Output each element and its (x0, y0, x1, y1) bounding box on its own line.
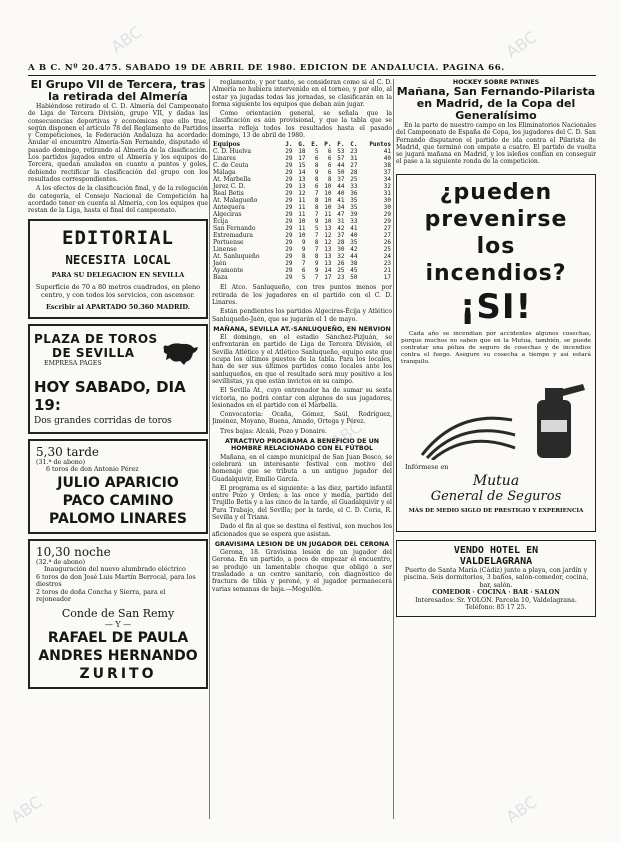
table-cell: 11 (298, 211, 306, 219)
article-paragraph: Dado el fin al que se destina el festival, son muchos los aficionados que se espera que asistan. (212, 523, 392, 538)
table-cell: Linense (213, 246, 237, 254)
table-cell: 9 (301, 246, 306, 254)
table-cell: Jerez C. D. (213, 183, 246, 191)
table-cell: 28 (337, 239, 345, 247)
table-cell: 6 (327, 148, 332, 156)
table-header-cell: Equipos (213, 141, 240, 149)
editorial-ad (28, 219, 208, 319)
table-cell: 13 (298, 176, 306, 184)
table-cell: 17 (383, 274, 391, 282)
article-paragraph: Gerona, 18. Gravísima lesión de un jugador del Gerona. En un partido, a poco de empezar el encuentro, se produjo un lamentable choque que obligó a ser trasladado a un centro sanitario, con diagnóstico de fractura de tibia y peroné, y el jugador permanecerá varias semanas de baja.—Mogollón. (212, 549, 392, 593)
table-cell: 29 (285, 260, 293, 268)
table-cell: Baza (213, 274, 228, 282)
table-cell: 40 (350, 232, 358, 240)
table-cell: 6 (327, 169, 332, 177)
table-cell: 27 (383, 225, 391, 233)
plaza-title: PLAZA DE TOROS (34, 332, 158, 347)
table-cell: 11 (298, 197, 306, 205)
table-row (212, 225, 392, 232)
table-row (212, 232, 392, 239)
table-cell: 50 (337, 169, 345, 177)
table-cell: 29 (285, 274, 293, 282)
corrida-time: 5,30 tarde (36, 444, 100, 459)
table-cell: 34 (337, 204, 345, 212)
table-cell: 37 (337, 176, 345, 184)
rejoneador-name: Conde de San Remy (61, 606, 175, 620)
table-body (212, 148, 392, 281)
table-cell: At. Sanluqueño (213, 253, 260, 261)
table-cell: 25 (337, 267, 345, 275)
torero-name: RAFAEL DE PAULA (47, 629, 189, 646)
plaza-empresa: EMPRESA PAGES (44, 360, 102, 368)
article-title: Mañana, San Fernando-Pilarista en Madrid, de la Copa del Generalísimo (396, 85, 596, 122)
table-cell: 5 (314, 148, 319, 156)
ad-company: Mutua (472, 472, 520, 489)
table-cell: 18 (298, 148, 306, 156)
table-cell: 34 (383, 176, 391, 184)
table-cell: 6 (301, 267, 306, 275)
table-cell: 10 (324, 204, 332, 212)
plaza-toros-ad (28, 324, 208, 434)
extinguisher-icon (519, 380, 589, 460)
table-cell: 8 (314, 162, 319, 170)
table-cell: 44 (337, 183, 345, 191)
table-cell: 41 (337, 197, 345, 205)
ad-text: Cada año se incendian por accidentes algunos cosechas, porque muchos no saben que en la Mutua, también, se puede contratar una póliza de seguro de cosechas y de incendios contra el fuego. Asegure su cosecha a tiempo y así estará tranquilo. (401, 330, 591, 365)
column-divider (393, 79, 394, 819)
article-paragraph: El Sevilla At., cuyo entrenador ha de sumar su sexta victoria, no podrá contar con algunos de sus jugadores, lesionados en el partido con el Marbella. (212, 387, 392, 409)
table-cell: 32 (383, 183, 391, 191)
table-cell: Algeciras (213, 211, 242, 219)
table-cell: 7 (314, 190, 319, 198)
table-cell: 29 (285, 204, 293, 212)
corrida-time: 10,30 noche (36, 544, 111, 559)
table-header-cell: F. (337, 141, 345, 149)
table-cell: 30 (383, 197, 391, 205)
hotel-title: VALDELAGRANA (459, 555, 533, 567)
table-row (212, 148, 392, 155)
table-row (212, 274, 392, 281)
torero-name: PACO CAMINO (62, 492, 174, 509)
hotel-contact: Interesados: Sr. YOLON. Parcela 10, Valdelagrana. Teléfono: 85 17 25. (415, 596, 577, 612)
table-row (212, 176, 392, 183)
table-cell: 8 (314, 239, 319, 247)
table-cell: 35 (350, 197, 358, 205)
article-paragraph: Como orientación general, se señala que la clasificación es aún provisional, y que la tabla que se inserta refleja todos los resultados hasta el pasado domingo, 13 de abril de 1980. (212, 110, 392, 140)
article-paragraph: El programa es el siguiente: a las diez, partido infantil entre Pozo y Orden; a las once y media, partido del Trujillo Betis y a las cinco de la tarde, el Guadalquivir y el Pura Trabajo, del Sevilla; por la tarde, el C. D. Coria, R. Sevilla y el Triana. (212, 484, 392, 521)
column-divider (209, 79, 210, 819)
article-paragraph: El Atco. Sanluqueño, con tres puntos menos por retirada de los jugadores en el partido con el C. D. Linares. (212, 284, 392, 306)
table-cell: 10 (324, 197, 332, 205)
table-row (212, 204, 392, 211)
table-cell: 12 (324, 232, 332, 240)
table-cell: 29 (285, 239, 293, 247)
section-title: ATRACTIVO PROGRAMA A BENEFICIO DE UN HOMBRE RELACIONADO CON EL FÚTBOL (224, 438, 379, 453)
column-2 (212, 79, 392, 819)
table-cell: 10 (324, 190, 332, 198)
torero-name: ANDRES HERNANDO (38, 647, 198, 664)
table-cell: 29 (285, 183, 293, 191)
article-paragraph: El domingo, en el estadio Sánchez-Pizjuán, se enfrentarán en partido de Liga de Tercera División, el Sevilla Atlético y el Atlético Sanluqueño, equipo este que ocupa los últimos puestos de la tabla. Para los locales, han de ser sus últimos partidos como locales ante los sanluqueños, en que el resultado será muy positivo a los sevillistas, ya que están invictos en su campo. (212, 334, 392, 385)
table-cell: 40 (337, 190, 345, 198)
watermark: ABC (327, 417, 366, 452)
hotel-ad (396, 540, 596, 617)
table-cell: 29 (383, 211, 391, 219)
hotel-desc: Puerto de Santa María (Cádiz) junto a playa, con jardín y piscina. Seis dormitorios, 3 baños, salón-comedor, cocina, bar, salón. (403, 566, 589, 589)
table-cell: 9 (314, 267, 319, 275)
table-cell: 29 (383, 218, 391, 226)
ad-headline: prevenirse (424, 206, 568, 232)
article-paragraph: reglamento, y por tanto, se consideran como si el C. D. Almería no hubiera intervenido en el torneo, y por ello, al estar ya jugadas todas las jornadas, se clasificarán en la forma siguiente los equipos que deban aún jugar. (212, 79, 392, 108)
torero-name: JULIO APARICIO (57, 474, 179, 491)
table-cell: 36 (350, 190, 358, 198)
table-cell: 44 (350, 253, 358, 261)
table-cell: 5 (314, 225, 319, 233)
table-cell: Ayamonte (213, 267, 244, 275)
table-cell: 27 (350, 162, 358, 170)
insurance-ad (396, 174, 596, 532)
table-cell: 6 (314, 183, 319, 191)
table-cell: 44 (337, 162, 345, 170)
table-cell: 14 (298, 169, 306, 177)
watermark: ABC (107, 22, 146, 57)
table-cell: 10 (298, 232, 306, 240)
table-cell: Portuense (213, 239, 244, 247)
plaza-today: HOY SABADO, DIA 19: (34, 377, 186, 414)
table-cell: Linares (213, 155, 236, 163)
table-cell: 42 (337, 225, 345, 233)
table-cell: 5 (301, 274, 306, 282)
article-paragraph: En la parte de nuestro campo en los Eliminatorios Nacionales del Campeonato de España de Copa, los jugadores del C. D. San Fernando disputaron el partido de ida contra el Pilarista de Madrid, que terminó con empate a cuatro. El partido de vuelta se jugará mañana en Madrid, y los isleños confían en conseguir el pase a la siguiente ronda de la competición. (396, 122, 596, 166)
table-row (212, 183, 392, 190)
table-cell: 14 (324, 267, 332, 275)
table-cell: 6 (314, 155, 319, 163)
table-cell: 8 (314, 197, 319, 205)
article-paragraph: A los efectos de la clasificación final, y de la relegación de categoría, el Consejo Nacional de Competición ha acordado tener en cuenta al Almería, con los equipos que restan de la Liga, hasta el final del campeonato. (28, 185, 208, 215)
watermark: ABC (502, 792, 541, 827)
table-cell: 29 (285, 267, 293, 275)
corrida-1 (28, 439, 208, 534)
table-cell: 57 (337, 155, 345, 163)
table-row (212, 162, 392, 169)
table-cell: 31 (337, 218, 345, 226)
ad-headline: incendios? (425, 260, 567, 286)
table-cell: 33 (350, 218, 358, 226)
bull-icon (160, 338, 200, 366)
table-cell: 29 (285, 232, 293, 240)
table-cell: 17 (324, 274, 332, 282)
corrida-event: Inauguración del nuevo alumbrado eléctrico (44, 566, 186, 574)
table-cell: 12 (324, 239, 332, 247)
table-row (212, 260, 392, 267)
table-cell: 31 (383, 190, 391, 198)
table-header-cell: C. (350, 141, 358, 149)
table-cell: 39 (350, 211, 358, 219)
table-cell: 27 (383, 232, 391, 240)
header-rule (28, 75, 596, 76)
table-cell: 30 (337, 246, 345, 254)
table-cell: 7 (314, 246, 319, 254)
watermark: ABC (7, 792, 46, 827)
table-cell: 29 (285, 162, 293, 170)
table-cell: 8 (314, 253, 319, 261)
table-cell: 8 (314, 176, 319, 184)
table-cell: 29 (285, 218, 293, 226)
table-cell: 7 (314, 232, 319, 240)
plaza-subtitle: Dos grandes corridas de toros (34, 415, 172, 426)
table-cell: 11 (298, 225, 306, 233)
table-cell: 8 (327, 176, 332, 184)
table-cell: 24 (383, 253, 391, 261)
corrida-footer: 6 toros de don José Luis Martín Berrocal, para los diestros (36, 573, 196, 589)
editorial-line: Escribir al APARTADO 50.360 MADRID. (45, 303, 191, 312)
table-cell: 42 (350, 246, 358, 254)
table-cell: 9 (314, 169, 319, 177)
table-cell: Antequera (213, 204, 245, 212)
table-cell: 29 (285, 169, 293, 177)
table-cell: 28 (350, 169, 358, 177)
hotel-title: VENDO HOTEL EN (453, 544, 539, 556)
table-cell: 38 (383, 162, 391, 170)
section-title: MAÑANA, SEVILLA AT.-SANLUQUEÑO, EN NERVION (213, 325, 391, 333)
table-cell: 26 (383, 239, 391, 247)
table-cell: 29 (285, 176, 293, 184)
table-cell: 13 (324, 260, 332, 268)
table-row (212, 218, 392, 225)
corrida-toros: 2 toros de doña Concha y Sierra, para el rejoneador (36, 588, 166, 604)
table-cell: 37 (337, 232, 345, 240)
corrida-2 (28, 539, 208, 689)
table-cell: 15 (298, 162, 306, 170)
table-cell: 10 (298, 218, 306, 226)
table-cell: 10 (324, 218, 332, 226)
table-cell: 29 (285, 211, 293, 219)
table-cell: 12 (298, 190, 306, 198)
corrida-toros: 6 toros de don Antonio Pérez (46, 466, 139, 474)
table-cell: 29 (285, 148, 293, 156)
table-cell: 13 (324, 246, 332, 254)
table-cell: C. de Ceuta (213, 162, 249, 170)
table-cell: 13 (298, 183, 306, 191)
table-cell: 37 (383, 169, 391, 177)
ad-informese: Infórmese en (405, 462, 449, 471)
corrida-abono: (32.ª de abono) (36, 558, 86, 566)
editorial-subtitle: NECESITA LOCAL (65, 252, 171, 268)
table-cell: 23 (350, 148, 358, 156)
table-cell: 41 (383, 148, 391, 156)
table-header-cell: J. (285, 141, 293, 149)
table-cell: Écija (213, 218, 229, 226)
article-paragraph: Mañana, en el campo municipal de San Juan Bosco, se celebrará un interesante festival con motivo del homenaje que se tributa a un antiguo jugador del Guadalquivir, Emilio García. (212, 453, 392, 483)
standings-table (212, 141, 392, 281)
editorial-title: EDITORIAL (62, 227, 174, 250)
table-header-cell: E. (311, 141, 319, 149)
table-cell: 23 (383, 260, 391, 268)
column-3 (396, 79, 596, 819)
ad-company: General de Seguros (430, 488, 562, 504)
page-header: A B C. Nº 20.475. SABADO 19 DE ABRIL DE 1980. EDICION DE ANDALUCIA. PAGINA 66. (28, 63, 505, 73)
table-cell: 29 (285, 253, 293, 261)
editorial-line: Superficie de 70 a 80 metros cuadrados, en pleno centro, y con todos los servicios, con ascensor. (35, 283, 201, 300)
hotel-line: COMEDOR · COCINA · BAR · SALON (432, 589, 560, 597)
table-header-cell: Puntos (369, 141, 391, 149)
table-row (212, 211, 392, 218)
watermark: ABC (502, 27, 541, 62)
table-cell: 29 (285, 246, 293, 254)
table-cell: 30 (383, 204, 391, 212)
separator: — Y — (104, 619, 132, 629)
table-cell: 6 (327, 162, 332, 170)
table-cell: 7 (314, 211, 319, 219)
editorial-line: PARA SU DELEGACION EN SEVILLA (51, 271, 185, 280)
table-row (212, 239, 392, 246)
table-cell: 25 (350, 176, 358, 184)
table-cell: 47 (337, 211, 345, 219)
table-cell: Real Betis (213, 190, 244, 198)
table-cell: 40 (383, 155, 391, 163)
table-row (212, 190, 392, 197)
article-paragraph: Habiéndose retirado el C. D. Almería del Campeonato de Liga de Tercera División, grupo VII, y dadas las consecuencias deportivas y económicas que ello trae, según disponen el artículo 78 del Reglamento de Partidos y Competiciones, la Federación Andaluza ha acordado: Anular el encuentro Almería-San Fernando, disputado el pasado domingo, retirando al Almería de la clasificación. Los partidos jugados entre el Almería y los equipos de Tercera, quedan anulados en cuanto a puntos y goles, debiendo rectificar la clasificación del grupo con los resultados correspondientes. (28, 103, 208, 183)
table-cell: 41 (350, 225, 358, 233)
table-header-cell: G. (298, 141, 306, 149)
table-cell: 9 (301, 239, 306, 247)
table-row (212, 246, 392, 253)
table-header (212, 141, 392, 148)
column-1 (28, 79, 208, 819)
table-cell: 35 (350, 204, 358, 212)
article-paragraph: Están pendientes los partidos Algeciras-Écija y Atlético Sanluqueño-Jaén, que se jugarán el 1 de mayo. (212, 308, 392, 323)
table-cell: San Fernando (213, 225, 256, 233)
ad-headline: los (476, 233, 516, 259)
table-row (212, 267, 392, 274)
ad-headline: ¿pueden (439, 179, 553, 205)
table-cell: 35 (350, 239, 358, 247)
table-cell: 6 (327, 155, 332, 163)
section-title: GRAVISIMA LESION DE UN JUGADOR DEL CERONA (214, 540, 390, 548)
corrida-abono: (31.ª de abono) (36, 458, 86, 466)
table-cell: 32 (337, 253, 345, 261)
table-cell: 50 (350, 274, 358, 282)
torero-name: ZURITO (79, 665, 157, 682)
table-cell: At. Malagueño (213, 197, 258, 205)
plaza-title: DE SEVILLA (52, 346, 135, 361)
table-cell: At. Marbella (213, 176, 251, 184)
table-cell: 29 (285, 197, 293, 205)
table-row (212, 197, 392, 204)
table-cell: Málaga (213, 169, 236, 177)
table-cell: 8 (314, 204, 319, 212)
table-cell: 33 (350, 183, 358, 191)
table-cell: Jaén (213, 260, 227, 268)
article-paragraph: Convocatoria: Ocaña, Gómez, Saúl, Rodríguez, Jiménez, Moyano, Buena, Amado, Ortega y Pérez. (212, 411, 392, 426)
table-cell: 9 (314, 218, 319, 226)
table-cell: 17 (298, 155, 306, 163)
table-cell: Extremadura (213, 232, 254, 240)
table-cell: 25 (383, 246, 391, 254)
table-cell: 10 (324, 183, 332, 191)
table-cell: C. D. Huelva (213, 148, 252, 156)
wheat-icon (417, 400, 517, 460)
table-cell: 29 (285, 225, 293, 233)
table-cell: 13 (324, 253, 332, 261)
table-cell: 9 (314, 260, 319, 268)
table-cell: 26 (337, 260, 345, 268)
ad-headline-si: ¡SI! (459, 286, 533, 327)
table-header-cell: P. (324, 141, 332, 149)
table-cell: 29 (285, 190, 293, 198)
table-cell: 31 (350, 155, 358, 163)
table-cell: 11 (324, 211, 332, 219)
table-cell: 38 (350, 260, 358, 268)
table-cell: 29 (285, 155, 293, 163)
table-cell: 23 (337, 274, 345, 282)
table-row (212, 169, 392, 176)
section-kicker: HOCKEY SOBRE PATINES (452, 79, 540, 86)
table-cell: 21 (383, 267, 391, 275)
article-title: El Grupo VII de Tercera, tras la retirada del Almería (30, 79, 206, 103)
ad-tagline: MÁS DE MEDIO SIGLO DE PRESTIGIO Y EXPERIENCIA (408, 507, 584, 514)
table-cell: 13 (324, 225, 332, 233)
table-cell: 7 (301, 260, 306, 268)
table-cell: 53 (337, 148, 345, 156)
table-cell: 8 (301, 253, 306, 261)
torero-name: PALOMO LINARES (49, 510, 187, 527)
table-cell: 11 (298, 204, 306, 212)
table-cell: 45 (350, 267, 358, 275)
table-row (212, 155, 392, 162)
article-paragraph: Tres bajas: Alcalá, Pozo y Donaire. (220, 427, 327, 435)
table-cell: 7 (314, 274, 319, 282)
table-row (212, 253, 392, 260)
